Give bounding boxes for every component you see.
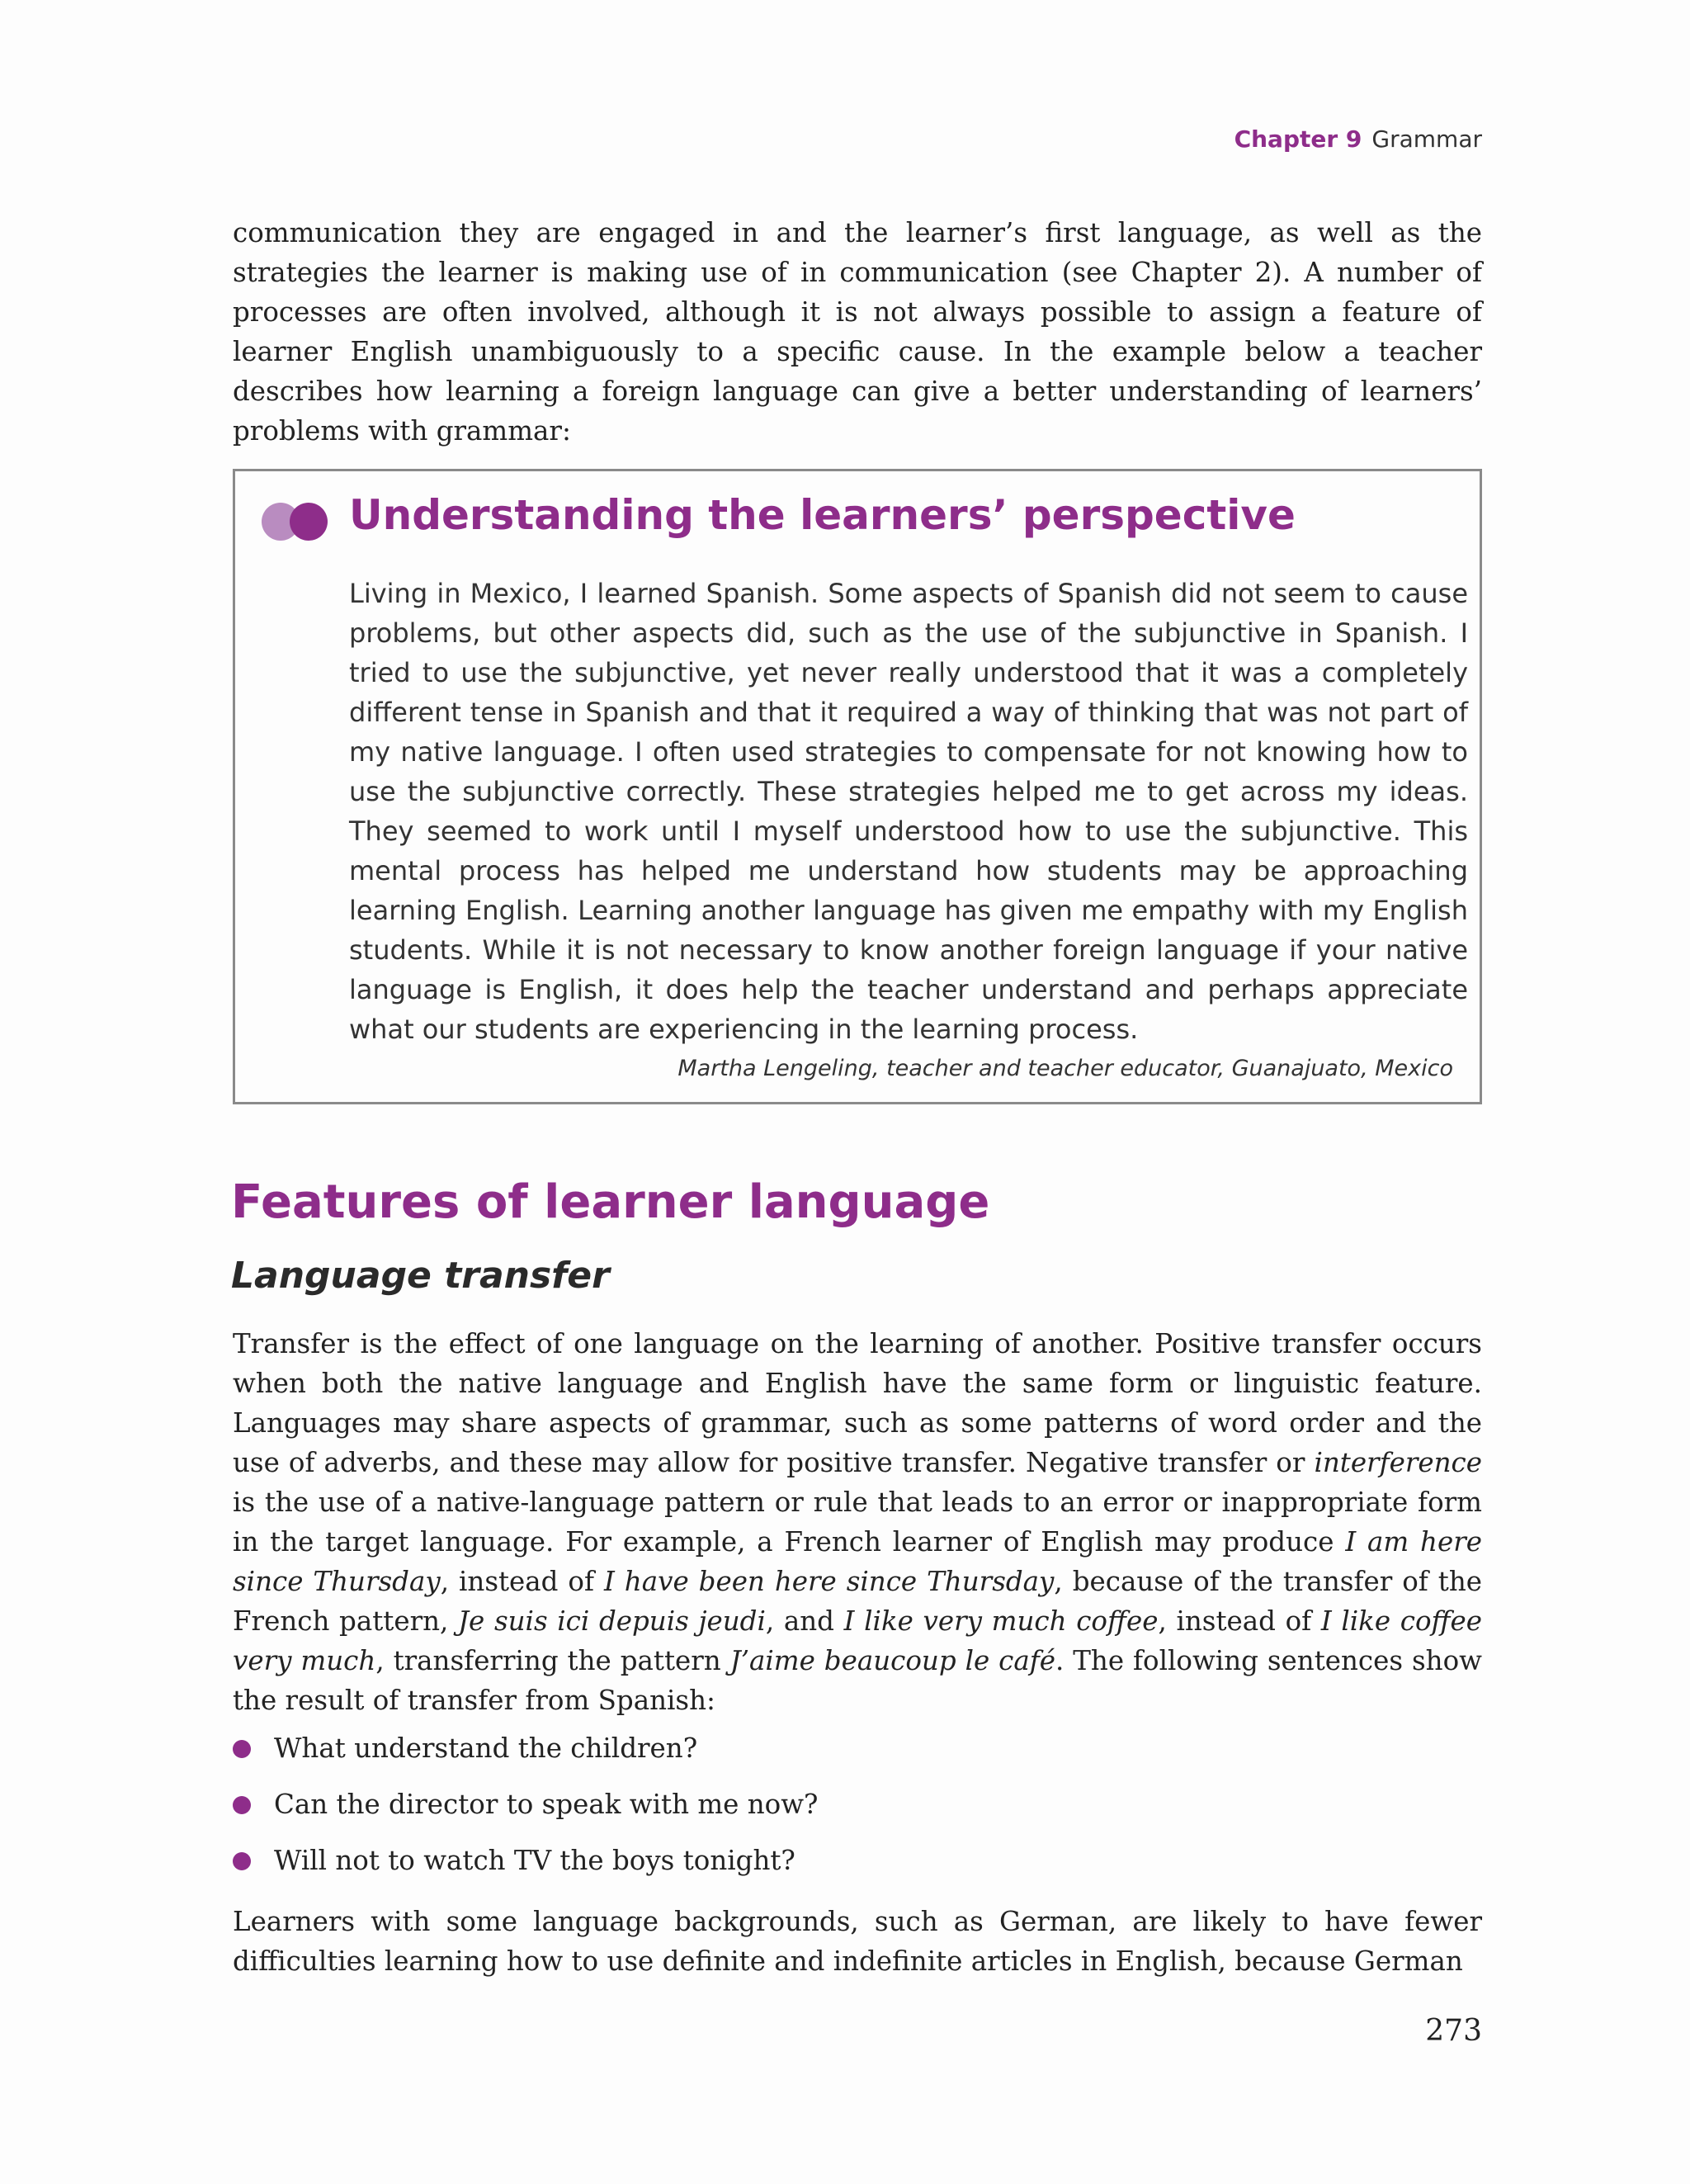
list-item [233, 1841, 1470, 1897]
text-run: , instead of [1158, 1605, 1321, 1637]
closing-paragraph: Learners with some language backgrounds, such as German, are likely to have fewer difficulties learning how to use definite and indefinite articles in English, because German [233, 1906, 1482, 1977]
text-run: , transferring the pattern [375, 1645, 730, 1676]
text-run: . The following sentences show the result of transfer from Spanish: [233, 1645, 1482, 1716]
text-run: is the use of a native-language pattern or rule that leads to an error or inappropriate form in the target language. For example, a French learner of English may produce [233, 1487, 1482, 1558]
italic-run: I like coffee very much [233, 1605, 1483, 1676]
italic-run: interference [1314, 1447, 1482, 1478]
example-sentence-list [233, 1728, 1470, 1897]
chapter-label: Chapter 9 [1234, 125, 1362, 153]
bullet-icon [233, 1852, 251, 1870]
section-heading: Features of learner language [231, 1175, 990, 1229]
list-item [233, 1785, 1470, 1841]
learner-perspective-box [233, 469, 1482, 1104]
box-credit: Martha Lengeling, teacher and teacher educator, Guanajuato, Mexico [677, 1056, 1453, 1081]
list-item [233, 1728, 1470, 1785]
chapter-title: Grammar [1371, 125, 1482, 153]
running-head [1234, 125, 1482, 153]
two-overlapping-circles-icon [260, 501, 329, 542]
italic-run: Je suis ici depuis jeudi [458, 1605, 766, 1637]
italic-run: J’aime beaucoup le café [729, 1645, 1055, 1676]
text-run: , because of the transfer of the French pattern, [233, 1566, 1482, 1637]
list-item-text: Will not to watch TV the boys tonight? [274, 1845, 795, 1876]
box-quote: Living in Mexico, I learned Spanish. Some aspects of Spanish did not seem to cause problems, but other aspects did, such as the use of the subjunctive in Spanish. I tried to use the subjunctive, yet never really understood that it was a completely different tense in Spanish and that it required a way of thinking that was not part of my native language. I often used strategies to compensate for not knowing how to use the subjunctive correctly. These strategies helped me to get across my ideas. They seemed to work until I myself understood how to use the subjunctive. This mental process has helped me understand how students may be approaching learning English. Learning another language has given me empathy with my English students. While it is not necessary to know another foreign language if your native language is English, it does help the teacher understand and perhaps appreciate what our students are experiencing in the learning process. [349, 578, 1468, 1045]
text-run: , instead of [440, 1566, 604, 1597]
box-title: Understanding the learners’ perspective [349, 491, 1296, 539]
subsection-heading: Language transfer [231, 1255, 610, 1297]
transfer-paragraph [233, 1324, 1482, 1720]
italic-run: I have been here since Thursday [604, 1566, 1055, 1597]
intro-paragraph: communication they are engaged in and the learner’s first language, as well as the strategies the learner is making use of in communication (see Chapter 2). A number of processes are often involved, although it is not always possible to assign a feature of learner English unambiguously to a specific cause. In the example below a teacher describes how learning a foreign language can give a better understanding of learners’ problems with grammar: [233, 217, 1482, 447]
text-run: Transfer is the effect of one language on the learning of another. Positive transfer occurs when both the native language and English have the same form or linguistic feature. Languages may share aspects of grammar, such as some patterns of word order and the use of adverbs, and these may allow for positive transfer. Negative transfer or [233, 1328, 1482, 1478]
bullet-icon [233, 1796, 251, 1814]
italic-run: I am here since Thursday [233, 1526, 1482, 1597]
italic-run: I like very much coffee [843, 1605, 1159, 1637]
page-number: 273 [1425, 2014, 1482, 2048]
list-item-text: What understand the children? [274, 1733, 698, 1764]
bullet-icon [233, 1740, 251, 1758]
list-item-text: Can the director to speak with me now? [274, 1789, 819, 1820]
text-run: , and [765, 1605, 844, 1637]
